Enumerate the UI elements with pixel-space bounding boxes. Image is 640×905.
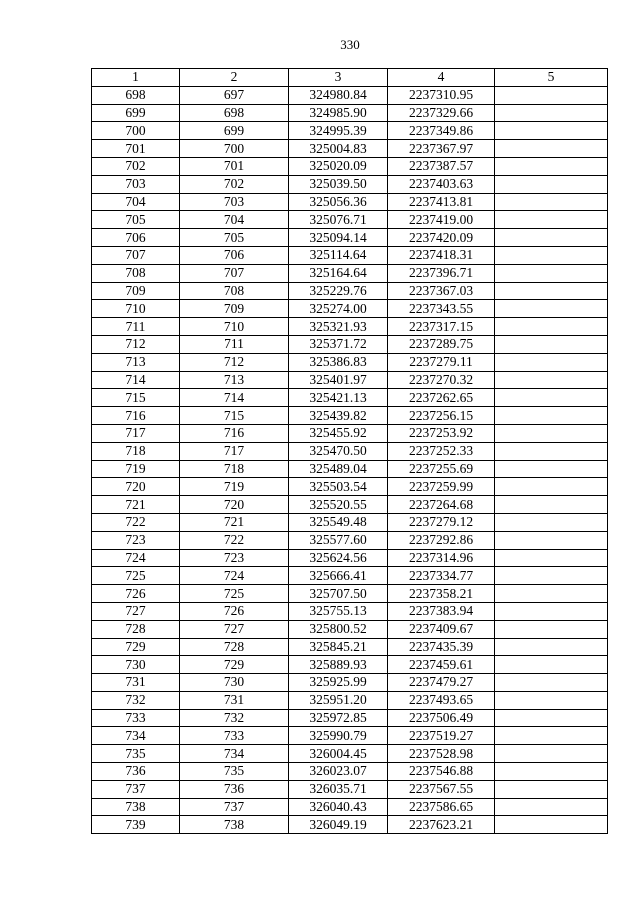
table-cell: 734 (180, 745, 289, 763)
table-row (92, 353, 608, 371)
table-cell: 2237435.39 (388, 638, 495, 656)
table-cell: 729 (180, 656, 289, 674)
table-row (92, 691, 608, 709)
table-cell: 709 (92, 282, 180, 300)
table-cell: 325549.48 (289, 513, 388, 531)
table-cell: 735 (92, 745, 180, 763)
table-cell: 713 (92, 353, 180, 371)
table-cell (495, 691, 608, 709)
table-cell: 701 (180, 157, 289, 175)
table-cell (495, 602, 608, 620)
table-row (92, 318, 608, 336)
table-cell: 325455.92 (289, 424, 388, 442)
table-cell: 326049.19 (289, 816, 388, 834)
table-cell: 729 (92, 638, 180, 656)
table-cell: 2237418.31 (388, 246, 495, 264)
table-row (92, 193, 608, 211)
table-cell: 732 (92, 691, 180, 709)
header-cell-3: 3 (289, 69, 388, 87)
table-cell: 325707.50 (289, 585, 388, 603)
table-cell: 716 (92, 407, 180, 425)
table-row (92, 656, 608, 674)
table-cell: 711 (180, 335, 289, 353)
table-cell: 2237546.88 (388, 763, 495, 781)
table-cell: 2237396.71 (388, 264, 495, 282)
table-cell (495, 709, 608, 727)
table-cell: 325889.93 (289, 656, 388, 674)
table-cell: 325039.50 (289, 175, 388, 193)
table-cell: 714 (92, 371, 180, 389)
table-cell (495, 816, 608, 834)
table-cell: 2237403.63 (388, 175, 495, 193)
table-cell: 325386.83 (289, 353, 388, 371)
table-row (92, 211, 608, 229)
table-cell: 699 (180, 122, 289, 140)
table-cell (495, 122, 608, 140)
table-cell (495, 104, 608, 122)
table-cell: 2237289.75 (388, 335, 495, 353)
table-cell: 722 (92, 513, 180, 531)
table-row (92, 122, 608, 140)
table-cell: 737 (92, 780, 180, 798)
table-cell: 2237420.09 (388, 229, 495, 247)
table-cell (495, 585, 608, 603)
header-cell-5: 5 (495, 69, 608, 87)
table-cell: 326023.07 (289, 763, 388, 781)
table-cell: 730 (180, 674, 289, 692)
table-cell (495, 282, 608, 300)
table-cell: 716 (180, 424, 289, 442)
table-cell: 712 (180, 353, 289, 371)
table-cell (495, 264, 608, 282)
table-cell: 2237387.57 (388, 157, 495, 175)
table-cell: 724 (92, 549, 180, 567)
table-cell (495, 140, 608, 158)
table-cell: 325666.41 (289, 567, 388, 585)
table-cell: 326040.43 (289, 798, 388, 816)
table-row (92, 104, 608, 122)
table-cell: 707 (92, 246, 180, 264)
table-cell: 731 (92, 674, 180, 692)
table-cell: 730 (92, 656, 180, 674)
table-row (92, 460, 608, 478)
table-cell: 2237256.15 (388, 407, 495, 425)
table-cell: 2237317.15 (388, 318, 495, 336)
table-cell: 733 (92, 709, 180, 727)
coordinates-table (91, 68, 608, 834)
table-cell (495, 424, 608, 442)
table-cell: 701 (92, 140, 180, 158)
table-row (92, 602, 608, 620)
table-row (92, 478, 608, 496)
table-cell: 2237270.32 (388, 371, 495, 389)
table-cell: 739 (92, 816, 180, 834)
table-cell: 710 (180, 318, 289, 336)
table-cell: 2237334.77 (388, 567, 495, 585)
table-cell: 325401.97 (289, 371, 388, 389)
table-cell: 2237367.97 (388, 140, 495, 158)
table-cell: 697 (180, 86, 289, 104)
table-cell: 2237279.12 (388, 513, 495, 531)
table-cell: 325520.55 (289, 496, 388, 514)
table-cell (495, 229, 608, 247)
table-cell: 325004.83 (289, 140, 388, 158)
table-cell: 325951.20 (289, 691, 388, 709)
table-cell: 325020.09 (289, 157, 388, 175)
table-cell (495, 656, 608, 674)
table-header (92, 69, 608, 87)
header-cell-2: 2 (180, 69, 289, 87)
table-cell: 728 (92, 620, 180, 638)
table-cell (495, 531, 608, 549)
table-cell: 727 (180, 620, 289, 638)
table-cell: 702 (92, 157, 180, 175)
table-cell: 708 (92, 264, 180, 282)
table-row (92, 157, 608, 175)
table-cell: 325800.52 (289, 620, 388, 638)
table-cell: 324985.90 (289, 104, 388, 122)
table-cell: 2237567.55 (388, 780, 495, 798)
table-cell: 709 (180, 300, 289, 318)
table-cell: 723 (180, 549, 289, 567)
table-cell (495, 763, 608, 781)
table-cell (495, 780, 608, 798)
table-cell: 718 (92, 442, 180, 460)
table-cell: 2237292.86 (388, 531, 495, 549)
table-cell (495, 335, 608, 353)
table-row (92, 442, 608, 460)
table-cell: 325577.60 (289, 531, 388, 549)
table-cell (495, 745, 608, 763)
table-cell: 725 (92, 567, 180, 585)
table-cell: 325164.64 (289, 264, 388, 282)
table-row (92, 798, 608, 816)
table-cell (495, 318, 608, 336)
table-row (92, 140, 608, 158)
table-row (92, 709, 608, 727)
table-row (92, 300, 608, 318)
table-cell: 715 (180, 407, 289, 425)
table-row (92, 229, 608, 247)
table-cell: 2237383.94 (388, 602, 495, 620)
table-cell (495, 478, 608, 496)
table-cell: 707 (180, 264, 289, 282)
table-cell: 717 (92, 424, 180, 442)
table-cell: 2237314.96 (388, 549, 495, 567)
table-cell: 714 (180, 389, 289, 407)
table-cell: 715 (92, 389, 180, 407)
table-cell (495, 157, 608, 175)
table-cell: 727 (92, 602, 180, 620)
table-cell: 2237349.86 (388, 122, 495, 140)
table-cell: 723 (92, 531, 180, 549)
table-cell: 734 (92, 727, 180, 745)
table-cell: 325439.82 (289, 407, 388, 425)
table-cell: 324980.84 (289, 86, 388, 104)
table-cell (495, 353, 608, 371)
table-cell: 736 (92, 763, 180, 781)
table-cell (495, 674, 608, 692)
table-cell: 326035.71 (289, 780, 388, 798)
table-cell: 713 (180, 371, 289, 389)
table-cell: 726 (92, 585, 180, 603)
table-cell (495, 638, 608, 656)
table-cell: 2237493.65 (388, 691, 495, 709)
table-cell: 706 (180, 246, 289, 264)
table-cell: 2237259.99 (388, 478, 495, 496)
header-row (92, 69, 608, 87)
table-cell (495, 246, 608, 264)
table-cell: 698 (92, 86, 180, 104)
table-cell: 325990.79 (289, 727, 388, 745)
table-cell: 325624.56 (289, 549, 388, 567)
table-row (92, 389, 608, 407)
table-row (92, 567, 608, 585)
table-cell: 325755.13 (289, 602, 388, 620)
table-cell: 738 (92, 798, 180, 816)
table-cell: 2237409.67 (388, 620, 495, 638)
table-cell: 325321.93 (289, 318, 388, 336)
table-cell: 2237279.11 (388, 353, 495, 371)
table-row (92, 371, 608, 389)
table-row (92, 727, 608, 745)
table-row (92, 674, 608, 692)
table-row (92, 531, 608, 549)
table-cell (495, 567, 608, 585)
table-body (92, 86, 608, 833)
table-cell (495, 300, 608, 318)
table-row (92, 620, 608, 638)
table-cell: 717 (180, 442, 289, 460)
table-cell: 325371.72 (289, 335, 388, 353)
table-cell: 325845.21 (289, 638, 388, 656)
table-row (92, 424, 608, 442)
table-cell: 325229.76 (289, 282, 388, 300)
table-cell: 325094.14 (289, 229, 388, 247)
table-cell: 325421.13 (289, 389, 388, 407)
table-cell (495, 620, 608, 638)
table-cell: 705 (92, 211, 180, 229)
table-cell: 699 (92, 104, 180, 122)
table-cell: 2237329.66 (388, 104, 495, 122)
table-cell: 718 (180, 460, 289, 478)
table-cell: 2237252.33 (388, 442, 495, 460)
table-cell: 2237528.98 (388, 745, 495, 763)
table-row (92, 175, 608, 193)
table-cell: 2237343.55 (388, 300, 495, 318)
table-cell: 720 (180, 496, 289, 514)
table-cell: 710 (92, 300, 180, 318)
table-cell: 326004.45 (289, 745, 388, 763)
table-row (92, 86, 608, 104)
table-row (92, 264, 608, 282)
table-row (92, 585, 608, 603)
table-cell: 698 (180, 104, 289, 122)
table-cell (495, 496, 608, 514)
table-cell: 2237310.95 (388, 86, 495, 104)
table-cell: 706 (92, 229, 180, 247)
table-cell: 325114.64 (289, 246, 388, 264)
table-cell: 724 (180, 567, 289, 585)
table-cell: 325470.50 (289, 442, 388, 460)
table-row (92, 549, 608, 567)
table-cell: 736 (180, 780, 289, 798)
table-cell: 704 (92, 193, 180, 211)
table-cell: 732 (180, 709, 289, 727)
table-cell: 721 (92, 496, 180, 514)
table-cell: 722 (180, 531, 289, 549)
table-row (92, 246, 608, 264)
table-cell: 2237506.49 (388, 709, 495, 727)
table-cell (495, 513, 608, 531)
table-cell: 711 (92, 318, 180, 336)
table-cell: 704 (180, 211, 289, 229)
table-row (92, 816, 608, 834)
table-cell: 719 (180, 478, 289, 496)
table-cell: 735 (180, 763, 289, 781)
table-row (92, 638, 608, 656)
table-cell (495, 407, 608, 425)
table-cell (495, 549, 608, 567)
table-cell: 2237586.65 (388, 798, 495, 816)
table-cell: 737 (180, 798, 289, 816)
table-cell: 712 (92, 335, 180, 353)
table-cell: 2237519.27 (388, 727, 495, 745)
table-cell: 708 (180, 282, 289, 300)
table-row (92, 745, 608, 763)
table-cell: 725 (180, 585, 289, 603)
table-cell: 324995.39 (289, 122, 388, 140)
table-cell: 700 (180, 140, 289, 158)
table-cell (495, 193, 608, 211)
table-cell (495, 211, 608, 229)
table-row (92, 496, 608, 514)
table-cell: 325503.54 (289, 478, 388, 496)
table-cell: 2237262.65 (388, 389, 495, 407)
table-cell: 325489.04 (289, 460, 388, 478)
table-row (92, 282, 608, 300)
table-cell: 703 (92, 175, 180, 193)
table-cell: 2237459.61 (388, 656, 495, 674)
table-cell (495, 460, 608, 478)
table-cell: 325972.85 (289, 709, 388, 727)
table-cell: 2237255.69 (388, 460, 495, 478)
table-cell: 728 (180, 638, 289, 656)
table-cell: 733 (180, 727, 289, 745)
table-cell: 726 (180, 602, 289, 620)
header-cell-4: 4 (388, 69, 495, 87)
table-cell: 2237367.03 (388, 282, 495, 300)
table-row (92, 780, 608, 798)
table-cell (495, 175, 608, 193)
table-cell: 2237413.81 (388, 193, 495, 211)
table-cell: 702 (180, 175, 289, 193)
table-cell: 2237479.27 (388, 674, 495, 692)
table-cell: 738 (180, 816, 289, 834)
table-row (92, 763, 608, 781)
table-row (92, 335, 608, 353)
table-cell: 703 (180, 193, 289, 211)
table-cell: 2237264.68 (388, 496, 495, 514)
table-cell (495, 798, 608, 816)
table-cell (495, 371, 608, 389)
table-row (92, 513, 608, 531)
table-cell (495, 389, 608, 407)
table-cell: 325925.99 (289, 674, 388, 692)
table-cell: 325274.00 (289, 300, 388, 318)
table-cell: 700 (92, 122, 180, 140)
table-cell: 325056.36 (289, 193, 388, 211)
table-cell: 2237419.00 (388, 211, 495, 229)
table-cell: 731 (180, 691, 289, 709)
table-cell (495, 727, 608, 745)
table-row (92, 407, 608, 425)
header-cell-1: 1 (92, 69, 180, 87)
table-cell: 721 (180, 513, 289, 531)
table-cell: 720 (92, 478, 180, 496)
table-cell (495, 442, 608, 460)
table-cell: 2237623.21 (388, 816, 495, 834)
table-cell: 719 (92, 460, 180, 478)
table-cell: 705 (180, 229, 289, 247)
table-cell: 325076.71 (289, 211, 388, 229)
table-cell (495, 86, 608, 104)
table-cell: 2237358.21 (388, 585, 495, 603)
page-number: 330 (340, 37, 360, 52)
table-cell: 2237253.92 (388, 424, 495, 442)
